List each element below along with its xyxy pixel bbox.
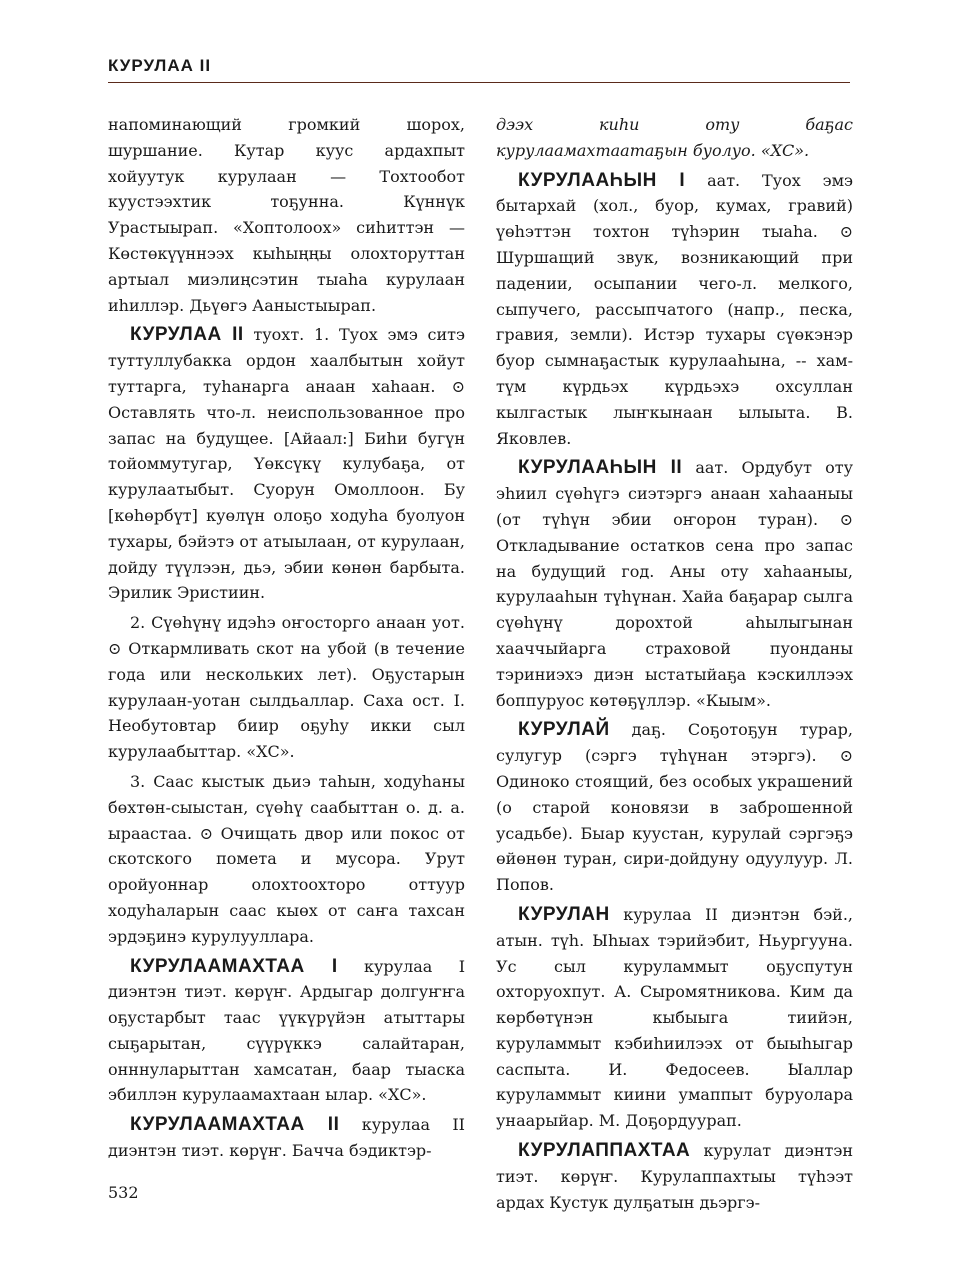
entry-sense-2: 2. Сүөһүнү идэһэ оҥосторго анаан уот. ⊙ Откармливать скот на убой (в течение года или нескольких лет). Оҕустарын курулаан-уотан сылдьаллар. Саха ост. I. Необутовтар биир оҕуһу икки сыл курулаабыттар. «ХС». (108, 613, 465, 762)
entry-headword: КУРУЛААМАХТАА I (130, 955, 338, 977)
entry-definition: курулат диэнтэн тиэт. көрүҥ. Курулаппахтыы түһээт ардах Кустук дулҕатын дьэргэ- (496, 1141, 853, 1212)
entry-definition: курулаа II диэнтэн тиэт. көрүҥ. Баччa бэдиктэр- (108, 1115, 465, 1161)
dictionary-entry (108, 322, 465, 606)
left-column (108, 112, 465, 1164)
dictionary-entry (496, 455, 853, 713)
dictionary-entry (496, 717, 853, 898)
entry-headword: КУРУЛААҺЫН I (518, 169, 686, 191)
entry-definition: курулаа II диэнтэн бэй., атын. түһ. Ыһыах тэрийэбит, Ньургууна. Ус сыл куруламмыт оҕуспутун охторуохпут. А. Сыромятникова. Ким да көрбөтүнэн кыбыыга тиийэн, куруламмыт кэбиһиилээх от быыһыгар саспыта. И. Федосеев. Ыаллар куруламмыт киини умаппыт буруолара унаарыйар. М. Доҕордуурап. (496, 904, 853, 1131)
entry-headword: КУРУЛАН (518, 903, 610, 925)
right-column (496, 112, 853, 1215)
entry-definition: туохт. 1. Туох эмэ ситэ туттуллубакка ордон хаалбытын хойут туттарга, туһанарга анаан хаһаан. ⊙ Оставлять что-л. неиспользованное про запас на будущее. [Айаал:] Биһи бугүн тойоммутугар, Үөксүкү кулубаҕа, от курулаатыбыт. Суорун Омоллоон. Бу [көһөрбүт] куөлүн олоҕо ходуһа буолуон тухары, бэйэтэ от атыылаан, от курулаан, дойду түүлээн, дьэ, эбии көнөн барбыта. Эрилик Эристиин. (108, 325, 465, 603)
entry-headword: КУРУЛААҺЫН II (518, 457, 683, 479)
dictionary-entry (496, 168, 853, 452)
dictionary-entry (496, 902, 853, 1134)
entry-headword: КУРУЛАА II (130, 324, 244, 346)
continuation-paragraph: дээх киһи оту баҕас курулаамахтаатаҕын буолуо. «ХС». (496, 115, 853, 160)
entry-definition: аат. Туох эмэ бытархай (хол., буор, кумах, гравий) үөһэттэн тохтон түһэрин тыаһа. ⊙ Шуршащий звук, возникающий при падении, осыпании чего-л. мелкого, сыпучего, рассыпчатого (напр., песка, гравия, земли). Истэр тухары сүөкэнэр буор сымнаҕастык курулааһына, -- хам-түм күрдьэх күрдьэхэ охсуллан кылгастык лыҥкынаан ылыыта. В. Яковлев. (496, 170, 853, 448)
dictionary-entry (496, 1138, 853, 1215)
entry-headword: КУРУЛАЙ (518, 719, 610, 741)
dictionary-entry (108, 1112, 465, 1164)
dictionary-entry (108, 954, 465, 1109)
entry-definition: аат. Ордубут оту эһиил сүөһүгэ сиэтэргэ анаан хаһааныы (от түһүн эбии оҥорон туран). ⊙ Откладывание остатков сена про запас на будущий год. Аны оту хаһааныы, курулааһын түһүнан. Хайа баҕарар сылга сүөһүнү дорохтой аһылыгынан хааччыйарга страховой пуонданы тэриниэхэ диэн ыстатыйаҕа кэскиллээх боппуруос көтөҕүллэр. «Кыым». (496, 458, 853, 710)
running-head: КУРУЛАА II (108, 56, 850, 83)
entry-definition: даҕ. Соҕотоҕун турар, сулугур (сэргэ түһүнан этэргэ). ⊙ Одиноко стоящий, без особых украшений (о старой коновязи в заброшенной усадьбе). Быар кууcтан, курулай сэргэҕэ өйөнөн туран, сири-дойдуну одуулуур. Л. Попов. (496, 720, 853, 895)
entry-headword: КУРУЛАППАХТАА (518, 1140, 691, 1162)
entry-sense-3: 3. Саас кыстык дьиэ таһын, ходуһаны бөхтөн-сыыстан, сүөһү саабыттан о. д. а. ыраастаа. ⊙ Очищать двор или покос от скотского помета и мусора. Урут оройуоннар олохтоохторо оттуур ходуһаларын саас кыөх от саҥа тахсан эрдэҕинэ курулууллара. (108, 771, 465, 946)
entry-definition: курулаа I диэнтэн тиэт. көрүҥ. Ардыгар долгуҥҥа оҕустарбыт таас үүкүрүйэн атыттары сыҕарытан, сүүрүккэ салайтаран, онннуларыттан хамсатан, баар тыаска эбиллэн курулаамахтаан ылар. «ХС». (108, 956, 466, 1105)
entry-headword: КУРУЛААМАХТАА II (130, 1114, 340, 1136)
continuation-paragraph: напоминающий громкий шорох, шуршание. Кутар кууc ардахпыт хойуутук курулаан — Тохтообот кууcтээхтик тоҕунна. Күннүк Урастыырап. «Хоптолоох» сиһиттэн — Көстөкүүннээх кыһыңңы олохторуттан артыал миэлиңсэтин тыаһа курулаан иһиллэр. Дьүөгэ Ааныстыырап. (108, 115, 465, 315)
page-number: 532 (108, 1183, 139, 1202)
